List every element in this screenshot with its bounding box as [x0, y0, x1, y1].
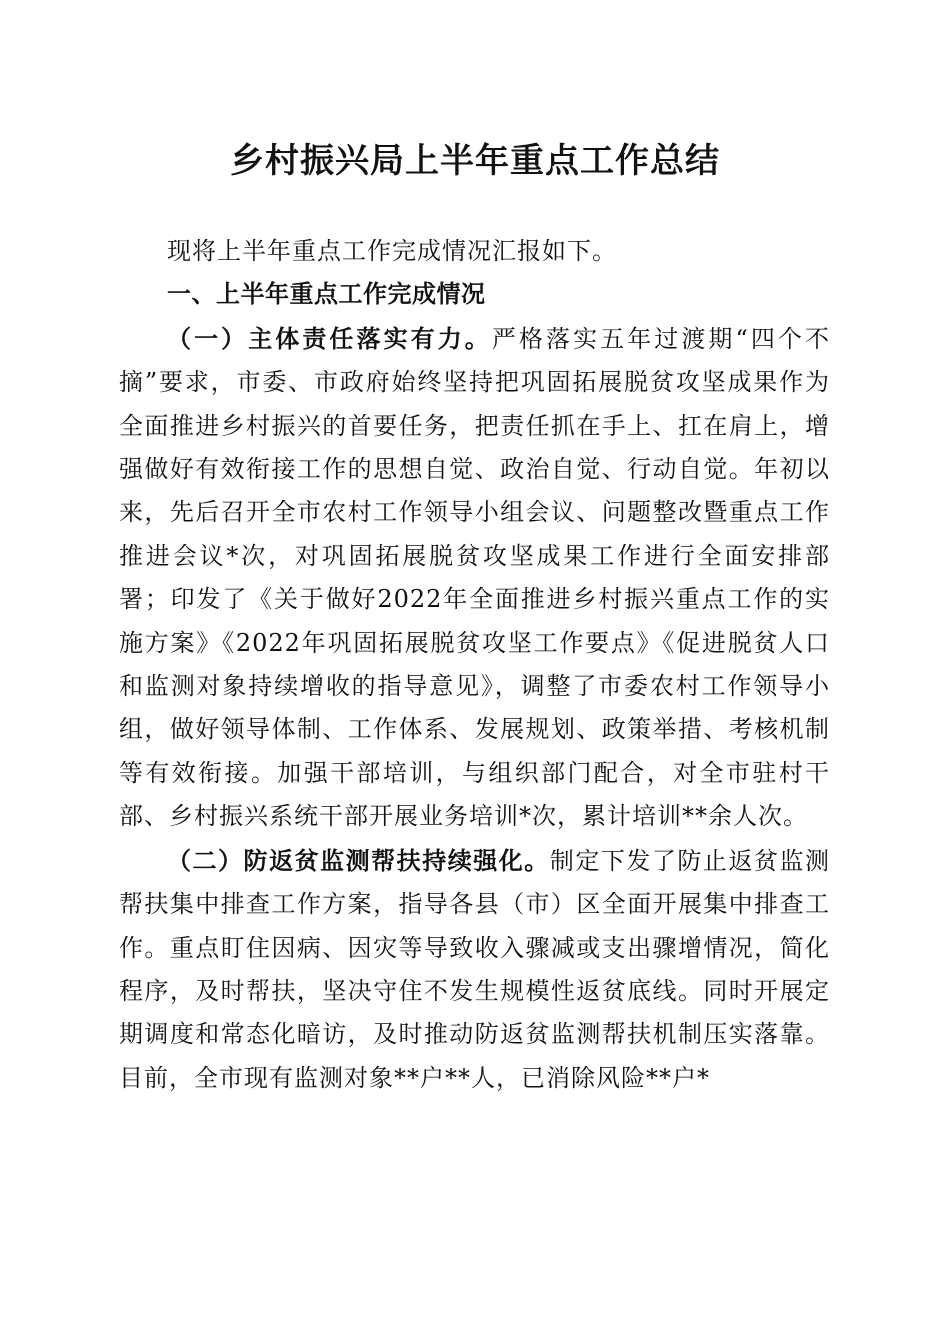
section-heading: 一、上半年重点工作完成情况	[167, 280, 486, 309]
item-text-2: 制定下发了防止返贫监测帮扶集中排查工作方案，指导各县（市）区全面开展集中排查工作。重点盯住因病、因灾等导致收入骤减或支出骤增情况，简化程序，及时帮扶，坚决守住不发生规模性返贫底线。同时开展定期调度和常态化暗访，及时推动防返贫监测帮扶机制压实落靠。目前，全市现有监测对象**户**人，已消除风险**户*	[119, 846, 831, 1092]
item-paragraph-1	[119, 317, 830, 839]
document-title: 乡村振兴局上半年重点工作总结	[230, 141, 720, 181]
item-text-1: 严格落实五年过渡期“四个不摘”要求，市委、市政府始终坚持把巩固拓展脱贫攻坚成果作为全面推进乡村振兴的首要任务，把责任抓在手上、扛在肩上，增强做好有效衔接工作的思想自觉、政治自觉、行动自觉。年初以来，先后召开全市农村工作领导小组会议、问题整改暨重点工作推进会议*次，对巩固拓展脱贫攻坚成果工作进行全面安排部署；印发了《关于做好2022年全面推进乡村振兴重点工作的实施方案》《2022年巩固拓展脱贫攻坚工作要点》《促进脱贫人口和监测对象持续增收的指导意见》，调整了市委农村工作领导小组，做好领导体制、工作体系、发展规划、政策举措、考核机制等有效衔接。加强干部培训，与组织部门配合，对全市驻村干部、乡村振兴系统干部开展业务培训*次，累计培训**余人次。	[119, 324, 830, 831]
document-body	[119, 230, 830, 1100]
item-lead-2: （二）防返贫监测帮扶持续强化。	[167, 845, 550, 875]
intro-paragraph: 现将上半年重点工作完成情况汇报如下。	[167, 237, 617, 265]
item-lead-1: （一）主体责任落实有力。	[167, 323, 492, 353]
item-paragraph-2	[119, 839, 830, 1100]
